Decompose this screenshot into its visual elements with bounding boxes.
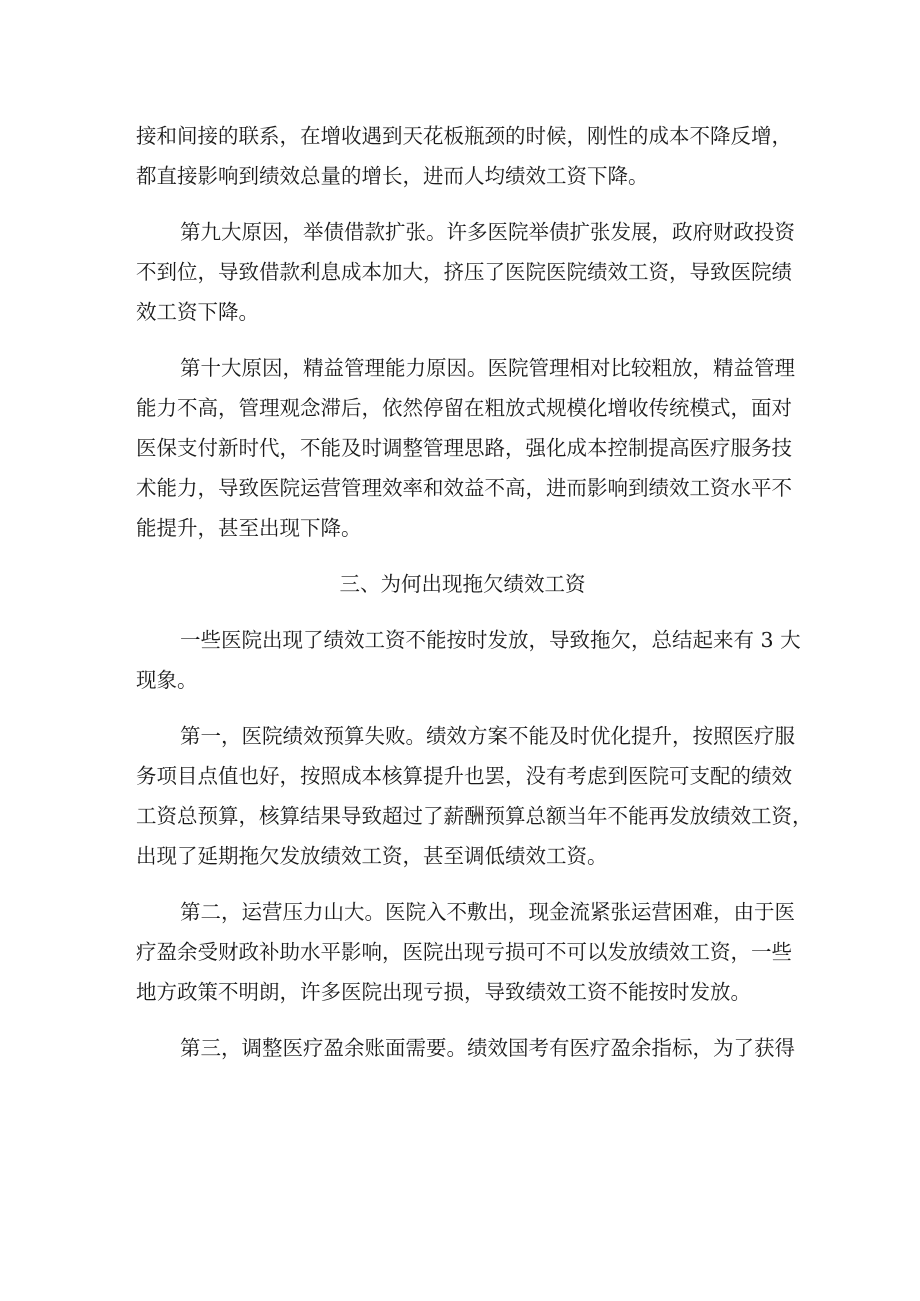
text-line: 第九大原因，举债借款扩张。许多医院举债扩张发展，政府财政投资 bbox=[180, 220, 795, 244]
text-line: 医保支付新时代，不能及时调整管理思路，强化成本控制提高医疗服务技 bbox=[136, 436, 792, 460]
text-line: 地方政策不明朗，许多医院出现亏损，导致绩效工资不能按时发放。 bbox=[136, 980, 751, 1004]
paragraph-third bbox=[136, 1028, 795, 1068]
paragraph-first bbox=[136, 716, 813, 876]
section-heading: 三、为何出现拖欠绩效工资 bbox=[339, 572, 586, 596]
text-line: 第三，调整医疗盈余账面需要。绩效国考有医疗盈余指标，为了获得 bbox=[180, 1036, 795, 1060]
text-line: 效工资下降。 bbox=[136, 300, 259, 324]
text-line: 工资总预算，核算结果导致超过了薪酬预算总额当年不能再发放绩效工资， bbox=[136, 804, 813, 828]
text-line: 现象。 bbox=[136, 668, 198, 692]
paragraph-reason-nine bbox=[136, 212, 795, 332]
paragraph-second bbox=[136, 892, 795, 1012]
paragraph-reason-ten bbox=[136, 348, 795, 548]
text-line: 都直接影响到绩效总量的增长，进而人均绩效工资下降。 bbox=[136, 164, 649, 188]
text-line: 第一，医院绩效预算失败。绩效方案不能及时优化提升，按照医疗服 bbox=[180, 724, 795, 748]
text-line: 出现了延期拖欠发放绩效工资，甚至调低绩效工资。 bbox=[136, 844, 608, 868]
paragraph-intro bbox=[136, 620, 801, 700]
text-line: 疗盈余受财政补助水平影响，医院出现亏损可不可以发放绩效工资，一些 bbox=[136, 940, 792, 964]
text-line: 一些医院出现了绩效工资不能按时发放，导致拖欠，总结起来有 3 大 bbox=[180, 628, 801, 652]
text-line: 务项目点值也好，按照成本核算提升也罢，没有考虑到医院可支配的绩效 bbox=[136, 764, 792, 788]
text-line: 不到位，导致借款利息成本加大，挤压了医院医院绩效工资，导致医院绩 bbox=[136, 260, 792, 284]
text-line: 术能力，导致医院运营管理效率和效益不高，进而影响到绩效工资水平不 bbox=[136, 476, 792, 500]
text-line: 能力不高，管理观念滞后，依然停留在粗放式规模化增收传统模式，面对 bbox=[136, 396, 792, 420]
paragraph-continuation bbox=[136, 116, 792, 196]
document-body bbox=[136, 116, 813, 1084]
text-line: 能提升，甚至出现下降。 bbox=[136, 516, 362, 540]
text-line: 第二，运营压力山大。医院入不敷出，现金流紧张运营困难，由于医 bbox=[180, 900, 795, 924]
text-line: 第十大原因，精益管理能力原因。医院管理相对比较粗放，精益管理 bbox=[180, 356, 795, 380]
text-line: 接和间接的联系，在增收遇到天花板瓶颈的时候，刚性的成本不降反增， bbox=[136, 124, 792, 148]
